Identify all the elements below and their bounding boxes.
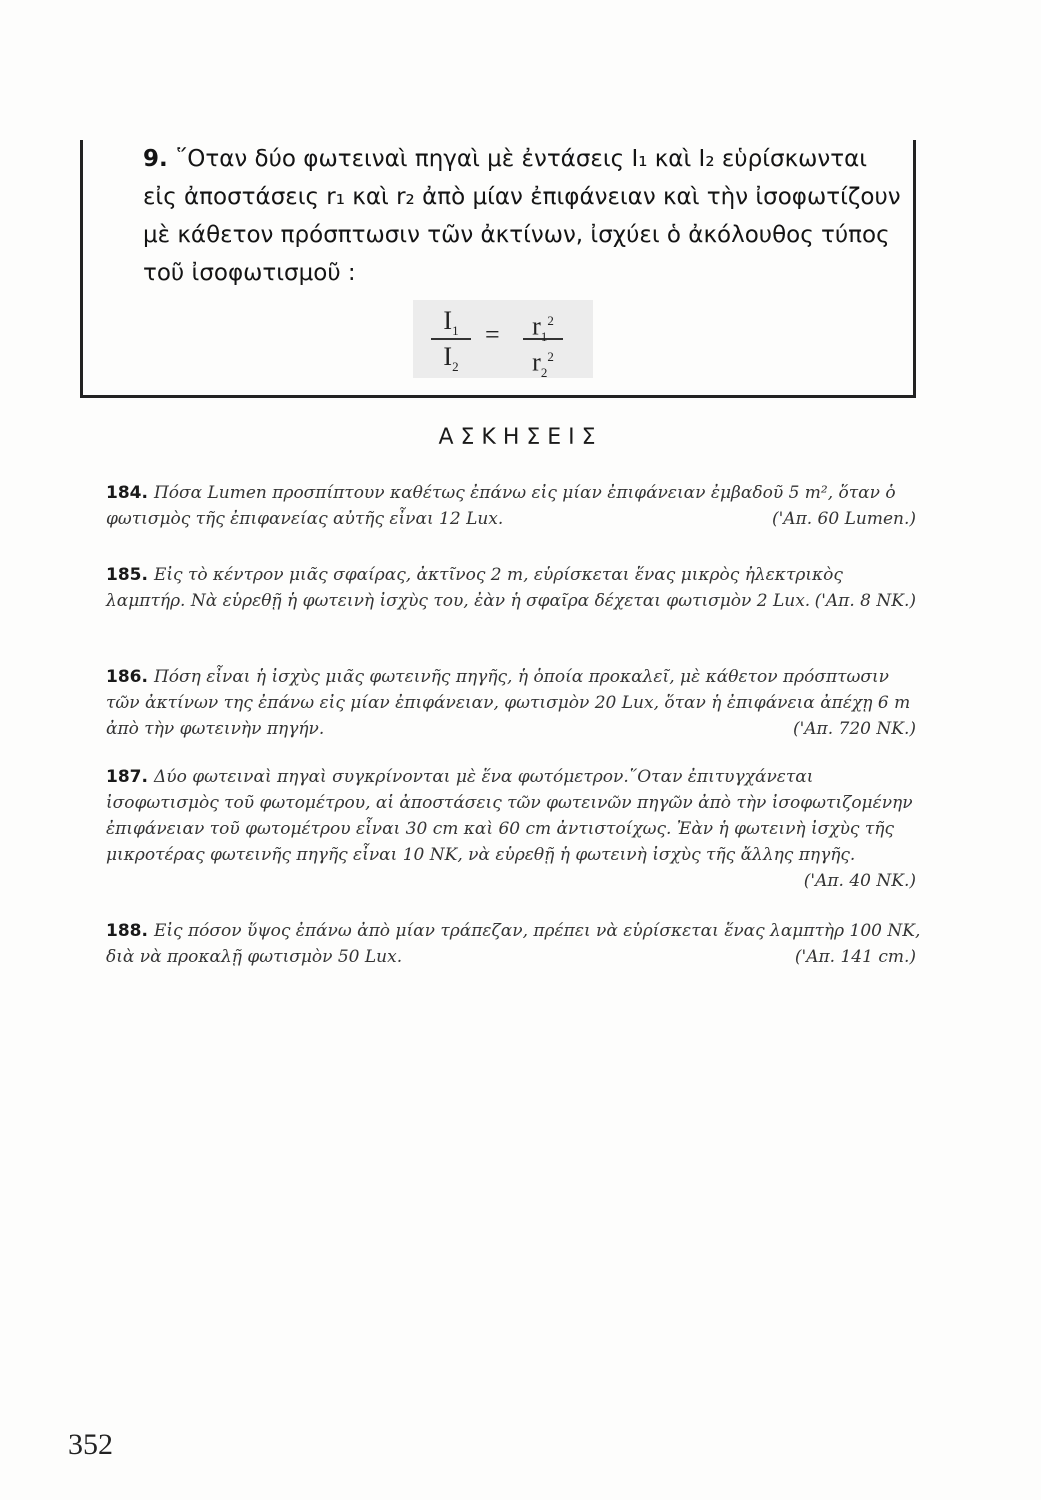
isophotism-formula: [413, 300, 593, 378]
exercise-186: [106, 664, 926, 742]
theorem-number: 9.: [143, 146, 168, 172]
exercise-text: Δύο φωτειναὶ πηγαὶ συγκρίνονται μὲ ἕνα φωτόμετρον.῞Οταν ἐπιτυγχάνεται ἰσοφωτισμὸς τοῦ φωτομέτρου, αἱ ἀποστάσεις τῶν φωτεινῶν πηγῶν ἀπὸ τὴν ἰσοφωτιζομένην ἐπιφάνειαν τοῦ φωτομέτρου εἶναι 30 cm καὶ 60 cm ἀντιστοίχως. Ἐὰν ἡ φωτεινὴ ἰσχὺς τῆς μικροτέρας φωτεινῆς πηγῆς εἶναι 10 ΝΚ, νὰ εὑρεθῇ ἡ φωτεινὴ ἰσχὺς τῆς ἄλλης πηγῆς.: [106, 767, 913, 865]
exercise-185: [106, 562, 926, 614]
page-number: 352: [68, 1428, 113, 1461]
exercise-text: Πόσα Lumen προσπίπτουν καθέτως ἐπάνω εἰς μίαν ἐπιφάνειαν ἐμβαδοῦ 5 m², ὅταν ὁ φωτισμὸς τῆς ἐπιφανείας αὐτῆς εἶναι 12 Lux.: [106, 483, 896, 529]
theorem-body: ῞Οταν δύο φωτειναὶ πηγαὶ μὲ ἐντάσεις I₁ καὶ I₂ εὑρίσκωνται εἰς ἀποστάσεις r₁ καὶ r₂ ἀπὸ μίαν ἐπιφάνειαν καὶ τὴν ἰσοφωτίζουν μὲ κάθετον πρόσπτωσιν τῶν ἀκτίνων, ἰσχύει ὁ ἀκόλουθος τύπος τοῦ ἰσοφωτισμοῦ :: [143, 146, 901, 286]
theorem-box: [80, 140, 916, 398]
formula-left-fraction: $I_1$ $I_2$: [431, 306, 471, 372]
exercise-answer: ('Απ. 40 ΝΚ.): [803, 871, 916, 891]
section-heading: ΑΣΚΗΣΕΙΣ: [438, 425, 603, 450]
exercise-number: 184.: [106, 483, 148, 503]
exercise-187: [106, 764, 926, 894]
exercise-number: 187.: [106, 767, 148, 787]
exercise-answer: ('Απ. 720 ΝΚ.): [792, 719, 916, 739]
exercise-text: Πόση εἶναι ἡ ἰσχὺς μιᾶς φωτεινῆς πηγῆς, ἡ ὁποία προκαλεῖ, μὲ κάθετον πρόσπτωσιν τῶν ἀκτίνων της ἐπάνω εἰς μίαν ἐπιφάνειαν, φωτισμὸν 20 Lux, ὅταν ἡ ἐπιφάνεια ἀπέχῃ 6 m ἀπὸ τὴν φωτεινὴν πηγήν.: [106, 667, 911, 739]
exercise-number: 188.: [106, 921, 148, 941]
exercise-number: 186.: [106, 667, 148, 687]
exercise-answer: ('Απ. 8 ΝΚ.): [814, 591, 916, 611]
exercise-188: [106, 918, 926, 970]
exercise-text: Εἰς πόσον ὕψος ἐπάνω ἀπὸ μίαν τράπεζαν, πρέπει νὰ εὑρίσκεται ἕνας λαμπτὴρ 100 ΝΚ, διὰ νὰ προκαλῇ φωτισμὸν 50 Lux.: [106, 921, 921, 967]
formula-right-fraction: $r_1^2$ $r_2^2$: [523, 306, 563, 372]
exercise-text: Εἰς τὸ κέντρον μιᾶς σφαίρας, ἀκτῖνος 2 m, εὑρίσκεται ἕνας μικρὸς ἠλεκτρικὸς λαμπτήρ. Νὰ εὑρεθῇ ἡ φωτεινὴ ἰσχὺς του, ἐὰν ἡ σφαῖρα δέχεται φωτισμὸν 2 Lux.: [106, 565, 843, 611]
exercise-number: 185.: [106, 565, 148, 585]
formula-equals: =: [485, 320, 500, 349]
exercise-answer: ('Απ. 141 cm.): [794, 947, 916, 967]
theorem-text: [143, 140, 903, 292]
exercise-184: [106, 480, 926, 532]
exercise-answer: ('Απ. 60 Lumen.): [771, 509, 916, 529]
